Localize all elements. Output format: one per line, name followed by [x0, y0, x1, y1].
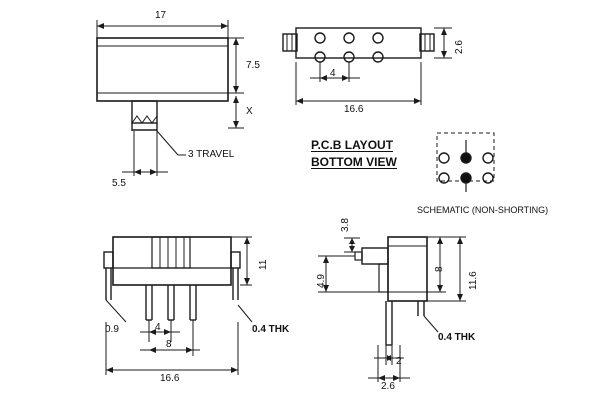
dim-label-pcb-4: 4: [330, 68, 336, 79]
dim-label-0p9: 0.9: [105, 324, 119, 335]
dim-label-pcb-16p6: 16.6: [344, 104, 364, 115]
pcb-layout-title: P.C.B LAYOUT: [311, 138, 394, 152]
dim-label-2p6: 2.6: [381, 381, 395, 392]
dim-label-2: 2: [396, 356, 402, 367]
schematic-title: SCHEMATIC (NON-SHORTING): [417, 205, 549, 215]
dim-label-11p6: 11.6: [468, 271, 479, 290]
dim-label-br-8: 8: [434, 266, 445, 272]
dim-label-bl-11: 11: [258, 259, 269, 270]
dim-label-5p5: 5.5: [112, 178, 126, 189]
dim-label-3-travel: 3 TRAVEL: [188, 149, 235, 160]
dim-label-bl-8: 8: [166, 339, 172, 350]
dim-label-pcb-2p6: 2.6: [454, 40, 465, 54]
dim-label-7p5: 7.5: [246, 60, 260, 71]
dim-label-bl-0p4thk: 0.4 THK: [252, 324, 290, 335]
dim-label-br-0p4thk: 0.4 THK: [438, 332, 476, 343]
bottom-view-title: BOTTOM VIEW: [311, 155, 397, 169]
dim-label-bl-4: 4: [155, 322, 161, 333]
dim-label-x: X: [246, 106, 253, 117]
dim-label-4p9: 4.9: [316, 274, 327, 288]
dim-label-3p8: 3.8: [340, 218, 351, 232]
dim-label-17: 17: [155, 10, 167, 21]
dim-label-bl-16p6: 16.6: [160, 373, 180, 384]
